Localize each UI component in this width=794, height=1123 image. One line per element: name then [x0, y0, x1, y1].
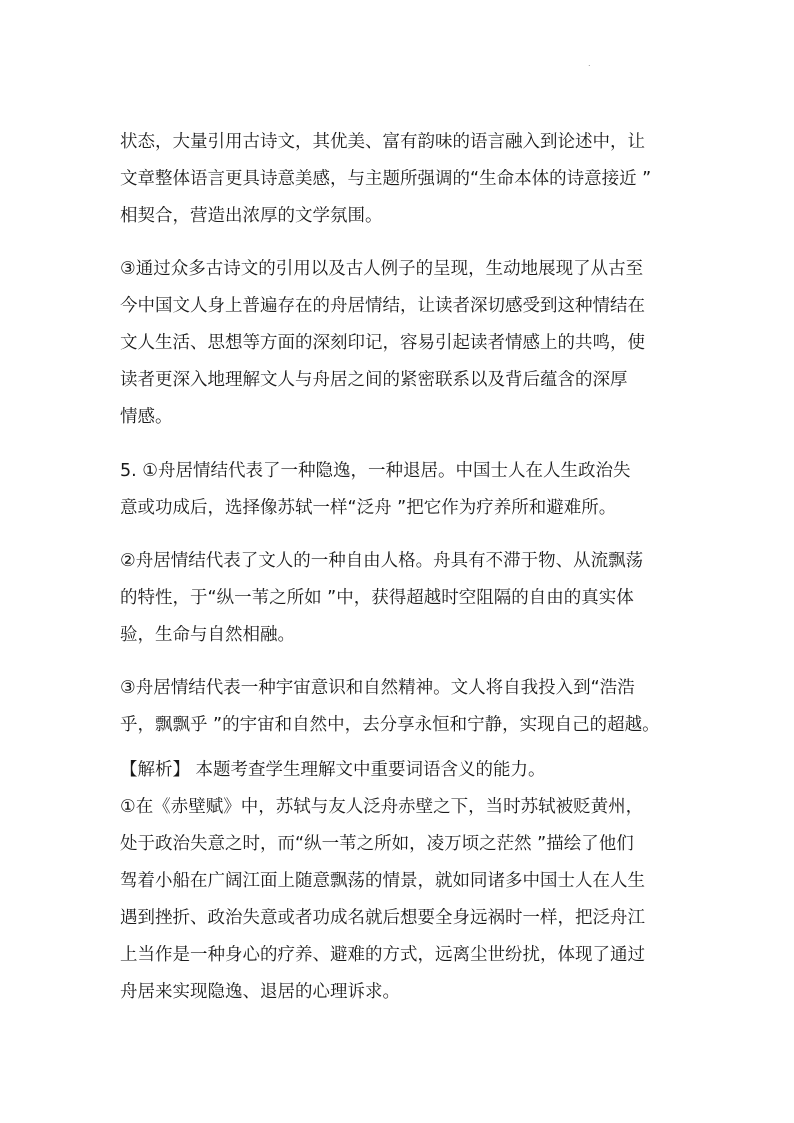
text-line: 验，生命与自然相融。 — [120, 625, 295, 645]
text-line: 相契合，营造出浓厚的文学氛围。 — [120, 206, 383, 226]
text-line: 舟居来实现隐逸、退居的心理诉求。 — [120, 982, 400, 1002]
text-line: 的特性，于“纵一苇之所如 ”中，获得超越时空阻隔的自由的真实体 — [120, 588, 634, 608]
text-line: 今中国文人身上普遍存在的舟居情结，让读者深切感受到这种情结在 — [120, 296, 645, 316]
text-line: 处于政治失意之时，而“纵一苇之所如，凌万顷之茫然 ”描绘了他们 — [120, 834, 634, 854]
text-line: 驾着小船在广阔江面上随意飘荡的情景，就如同诸多中国士人在人生 — [120, 871, 645, 891]
page-marker: . — [588, 59, 591, 68]
text-line: 文章整体语言更具诗意美感，与主题所强调的“生命本体的诗意接近 ” — [120, 169, 652, 189]
text-line: 5. ①舟居情结代表了一种隐逸，一种退居。中国士人在人生政治失 — [120, 461, 631, 481]
text-line: 意或功成后，选择像苏轼一样“泛舟 ”把它作为疗养所和避难所。 — [120, 498, 617, 518]
paragraph-analysis-heading — [120, 752, 695, 789]
text-line: 状态，大量引用古诗文，其优美、富有韵味的语言融入到论述中，让 — [120, 132, 645, 152]
text-line: 遇到挫折、政治失意或者功成名就后想要全身远祸时一样，把泛舟江 — [120, 908, 645, 928]
text-line: 情感。 — [120, 407, 173, 427]
text-line: ③通过众多古诗文的引用以及古人例子的呈现，生动地展现了从古至 — [120, 259, 644, 279]
text-line: ①在《赤壁赋》中，苏轼与友人泛舟赤壁之下，当时苏轼被贬黄州， — [120, 797, 644, 817]
paragraph-answer-5 — [120, 453, 695, 527]
paragraph-answer-5-point-3 — [120, 670, 695, 744]
paragraph-answer-5-point-2 — [120, 543, 695, 654]
text-line: ②舟居情结代表了文人的一种自由人格。舟具有不滞于物、从流飘荡 — [120, 551, 644, 571]
paragraph-language-style — [120, 124, 695, 235]
paragraph-analysis-point-1 — [120, 789, 695, 1011]
text-line: 文人生活、思想等方面的深刻印记，容易引起读者情感上的共鸣，使 — [120, 333, 645, 353]
text-line: 读者更深入地理解文人与舟居之间的紧密联系以及背后蕴含的深厚 — [120, 370, 628, 390]
paragraph-point-3 — [120, 251, 695, 436]
text-line: 乎，飘飘乎 ”的宇宙和自然中，去分享永恒和宁静，实现自己的超越。 — [120, 715, 660, 735]
text-line: 上当作是一种身心的疗养、避难的方式，远离尘世纷扰，体现了通过 — [120, 945, 645, 965]
text-line: 【解析】 本题考查学生理解文中重要词语含义的能力。 — [120, 760, 546, 780]
text-line: ③舟居情结代表一种宇宙意识和自然精神。文人将自我投入到“浩浩 — [120, 678, 635, 698]
document-body — [120, 124, 695, 1011]
